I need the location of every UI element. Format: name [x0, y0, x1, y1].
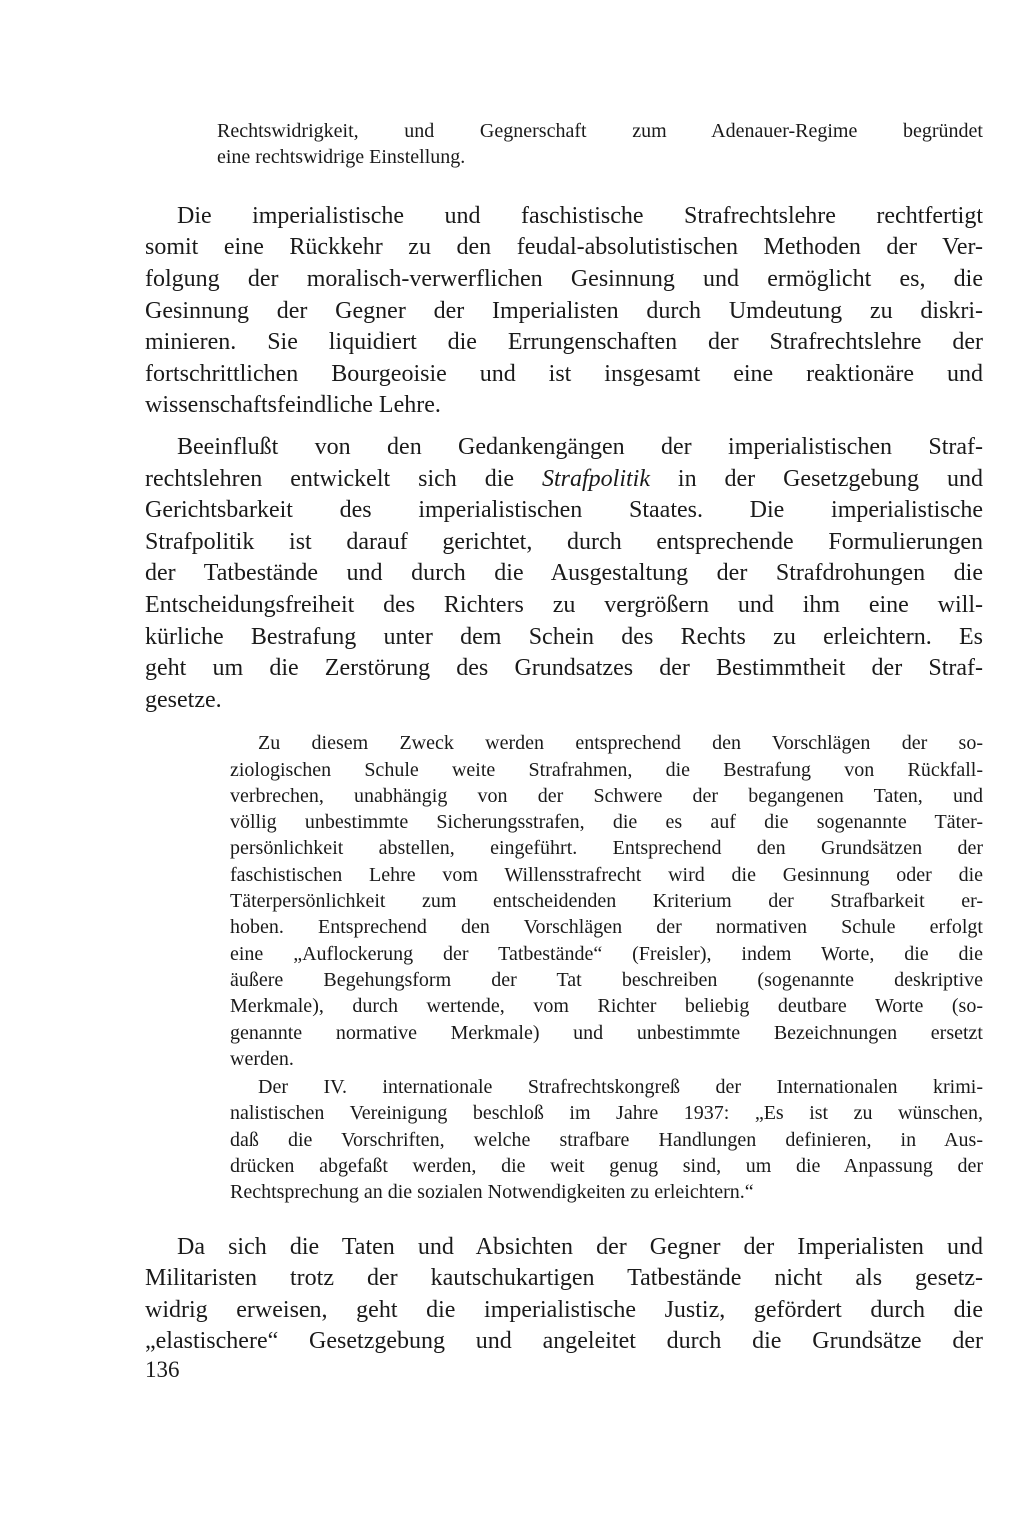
- text-line: „elastischere“ Gesetzgebung und angeleitet durch die Grundsätze der: [145, 1328, 983, 1355]
- text-line: Strafpolitik ist darauf gerichtet, durch entsprechende Formulierungen: [145, 528, 983, 555]
- text-line: Der IV. internationale Strafrechtskongreß der Internationalen krimi-: [258, 1076, 983, 1099]
- text-line: widrig erweisen, geht die imperialistische Justiz, gefördert durch die: [145, 1296, 983, 1323]
- text-line: eine „Auflockerung der Tatbestände“ (Freisler), indem Worte, die die: [230, 942, 983, 965]
- text-line: Rechtswidrigkeit, und Gegnerschaft zum Adenauer-Regime begründet: [217, 120, 983, 142]
- text-line: [145, 464, 983, 496]
- text-line: ziologischen Schule weite Strafrahmen, die Bestrafung von Rückfall-: [230, 758, 983, 781]
- text-line: Zu diesem Zweck werden entsprechend den Vorschlägen der so-: [258, 732, 983, 755]
- text-line: Die imperialistische und faschistische Strafrechtslehre rechtfertigt: [177, 202, 983, 229]
- text-line: nalistischen Vereinigung beschloß im Jahre 1937: „Es ist zu wünschen,: [230, 1102, 983, 1125]
- small-print-quotation: [230, 1074, 983, 1205]
- text-line: Merkmale), durch wertende, vom Richter beliebig deutbare Worte (so-: [230, 995, 983, 1018]
- text-line: Täterpersönlichkeit zum entscheidenden Kriterium der Strafbarkeit er-: [230, 890, 983, 913]
- text-line: Militaristen trotz der kautschukartigen Tatbestände nicht als gesetz-: [145, 1265, 983, 1292]
- text-line: eine rechtswidrige Einstellung.: [217, 146, 466, 169]
- text-line: folgung der moralisch-verwerflichen Gesinnung und ermöglicht es, die: [145, 265, 983, 292]
- text-segment: rechtslehren entwickelt sich die: [145, 465, 542, 492]
- text-line: daß die Vorschriften, welche strafbare Handlungen definieren, in Aus-: [230, 1128, 983, 1151]
- text-line: faschistischen Lehre vom Willensstrafrecht wird die Gesinnung oder die: [230, 863, 983, 886]
- page-number: 136: [145, 1357, 180, 1382]
- text-line: somit eine Rückkehr zu den feudal-absolutistischen Methoden der Ver-: [145, 234, 983, 261]
- paragraph-continuation: [217, 118, 983, 171]
- text-segment: in der Gesetzgebung und: [649, 465, 983, 492]
- text-line: wissenschaftsfeindliche Lehre.: [145, 392, 441, 419]
- text-line: äußere Begehungsform der Tat beschreiben (sogenannte deskriptive: [230, 968, 983, 991]
- text-line: hoben. Entsprechend den Vorschlägen der normativen Schule erfolgt: [230, 916, 983, 939]
- text-line: Entscheidungsfreiheit des Richters zu vergrößern und ihm eine will-: [145, 591, 983, 618]
- text-line: drücken abgefaßt werden, die weit genug sind, um die Anpassung der: [230, 1155, 983, 1178]
- book-page: [145, 118, 983, 1358]
- emphasized-term: Strafpolitik: [541, 465, 650, 492]
- text-line: geht um die Zerstörung des Grundsatzes der Bestimmtheit der Straf-: [145, 655, 983, 682]
- text-line: minieren. Sie liquidiert die Errungenschaften der Strafrechtslehre der: [145, 329, 983, 356]
- paragraph-strafpolitik: [145, 432, 983, 716]
- text-line: fortschrittlichen Bourgeoisie und ist insgesamt eine reaktionäre und: [145, 360, 983, 387]
- text-line: verbrechen, unabhängig von der Schwere der begangenen Taten, und: [230, 784, 983, 807]
- text-line: Da sich die Taten und Absichten der Gegner der Imperialisten und: [177, 1233, 983, 1260]
- text-line: Gesinnung der Gegner der Imperialisten durch Umdeutung zu diskri-: [145, 297, 983, 324]
- text-line: Beeinflußt von den Gedankengängen der imperialistischen Straf-: [177, 433, 983, 460]
- text-line: werden.: [230, 1047, 294, 1070]
- text-line: gesetze.: [145, 686, 222, 713]
- small-print-paragraph: [230, 730, 983, 1072]
- paragraph-justiz: [145, 1232, 983, 1358]
- text-line: Gerichtsbarkeit des imperialistischen Staates. Die imperialistische: [145, 497, 983, 524]
- paragraph-strafrechtslehre: [145, 201, 983, 422]
- text-line: genannte normative Merkmale) und unbestimmte Bezeichnungen ersetzt: [230, 1021, 983, 1044]
- text-line: der Tatbestände und durch die Ausgestaltung der Strafdrohungen die: [145, 560, 983, 587]
- text-line: Rechtsprechung an die sozialen Notwendigkeiten zu erleichtern.“: [230, 1181, 754, 1204]
- text-line: persönlichkeit abstellen, eingeführt. Entsprechend den Grundsätzen der: [230, 837, 983, 860]
- text-line: völlig unbestimmte Sicherungsstrafen, die es auf die sogenannte Täter-: [230, 811, 983, 834]
- text-line: kürliche Bestrafung unter dem Schein des Rechts zu erleichtern. Es: [145, 623, 983, 650]
